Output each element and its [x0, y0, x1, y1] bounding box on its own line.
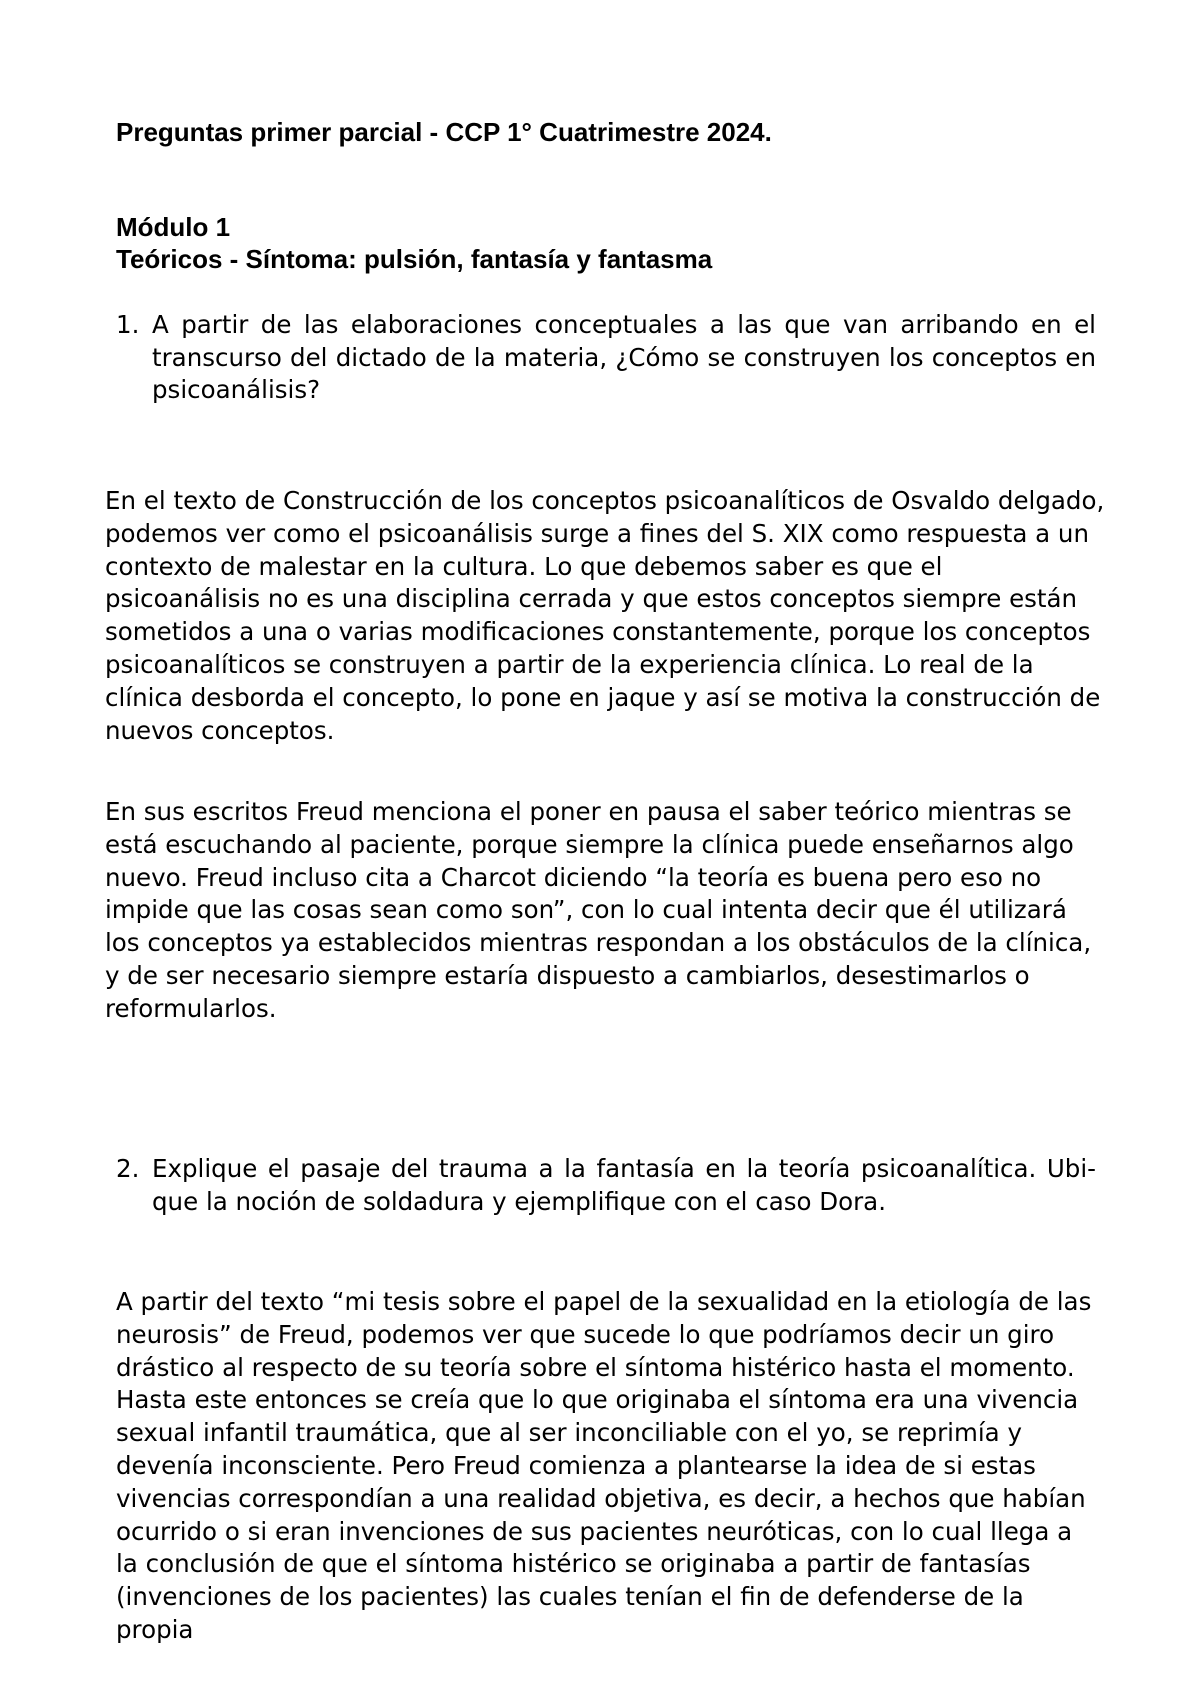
question-number: 1. — [116, 310, 140, 339]
document-title: Preguntas primer parcial - CCP 1° Cuatrimestre 2024. — [116, 117, 772, 147]
question-2 — [116, 1153, 1096, 1218]
question-text: Explique el pasaje del trauma a la fantasía en la teoría psicoanalítica. Ubi- que la noción de soldadura y ejemplifique con el caso Dora. — [152, 1154, 1096, 1216]
module-heading: Módulo 1 — [116, 212, 231, 242]
answer-2-paragraph-1: A partir del texto “mi tesis sobre el papel de la sexualidad en la etiología de las neurosis” de Freud, podemos ver que sucede lo que podríamos decir un giro drástico al respecto de su teoría sobre el síntoma histérico hasta el momento. Hasta este entonces se creía que lo que originaba el síntoma era una vivencia sexual infantil traumática, que al ser inconciliable con el yo, se reprimía y devenía inconsciente. Pero Freud comienza a plantearse la idea de si estas vivencias correspondían a una realidad objetiva, es decir, a hechos que habían ocurrido o si eran invenciones de sus pacientes neuróticas, con lo cual llega a la conclusión de que el síntoma histérico se originaba a partir de fantasías (invenciones de los pacientes) las cuales tenían el fin de defenderse de la propia — [116, 1287, 1092, 1644]
section-subtitle: Teóricos - Síntoma: pulsión, fantasía y fantasma — [116, 244, 713, 274]
answer-1-paragraph-1: En el texto de Construcción de los conceptos psicoanalíticos de Osvaldo delgado, podemos ver como el psicoanálisis surge a fines del S. XIX como respuesta a un contexto de malestar en la cultura. Lo que debemos saber es que el psicoanálisis no es una disciplina cerrada y que estos conceptos siempre están sometidos a una o varias modificaciones constantemente, porque los conceptos psicoanalíticos se construyen a partir de la experiencia clínica. Lo real de la clínica desborda el concepto, lo pone en jaque y así se motiva la construcción de nuevos conceptos. — [105, 486, 1105, 745]
answer-1-paragraph-2: En sus escritos Freud menciona el poner en pausa el saber teórico mientras se está escuchando al paciente, porque siempre la clínica puede enseñarnos algo nuevo. Freud incluso cita a Charcot diciendo “la teoría es buena pero eso no impide que las cosas sean como son”, con lo cual intenta decir que él utilizará los conceptos ya establecidos mientras respondan a los obstáculos de la clínica, y de ser necesario siempre estaría dispuesto a cambiarlos, desestimarlos o reformularlos. — [105, 797, 1092, 1023]
question-text: A partir de las elaboraciones conceptuales a las que van arribando en el transcurso del dictado de la materia, ¿Cómo se construyen los conceptos en psicoanálisis? — [152, 310, 1096, 404]
question-1 — [116, 309, 1096, 407]
question-number: 2. — [116, 1154, 140, 1183]
